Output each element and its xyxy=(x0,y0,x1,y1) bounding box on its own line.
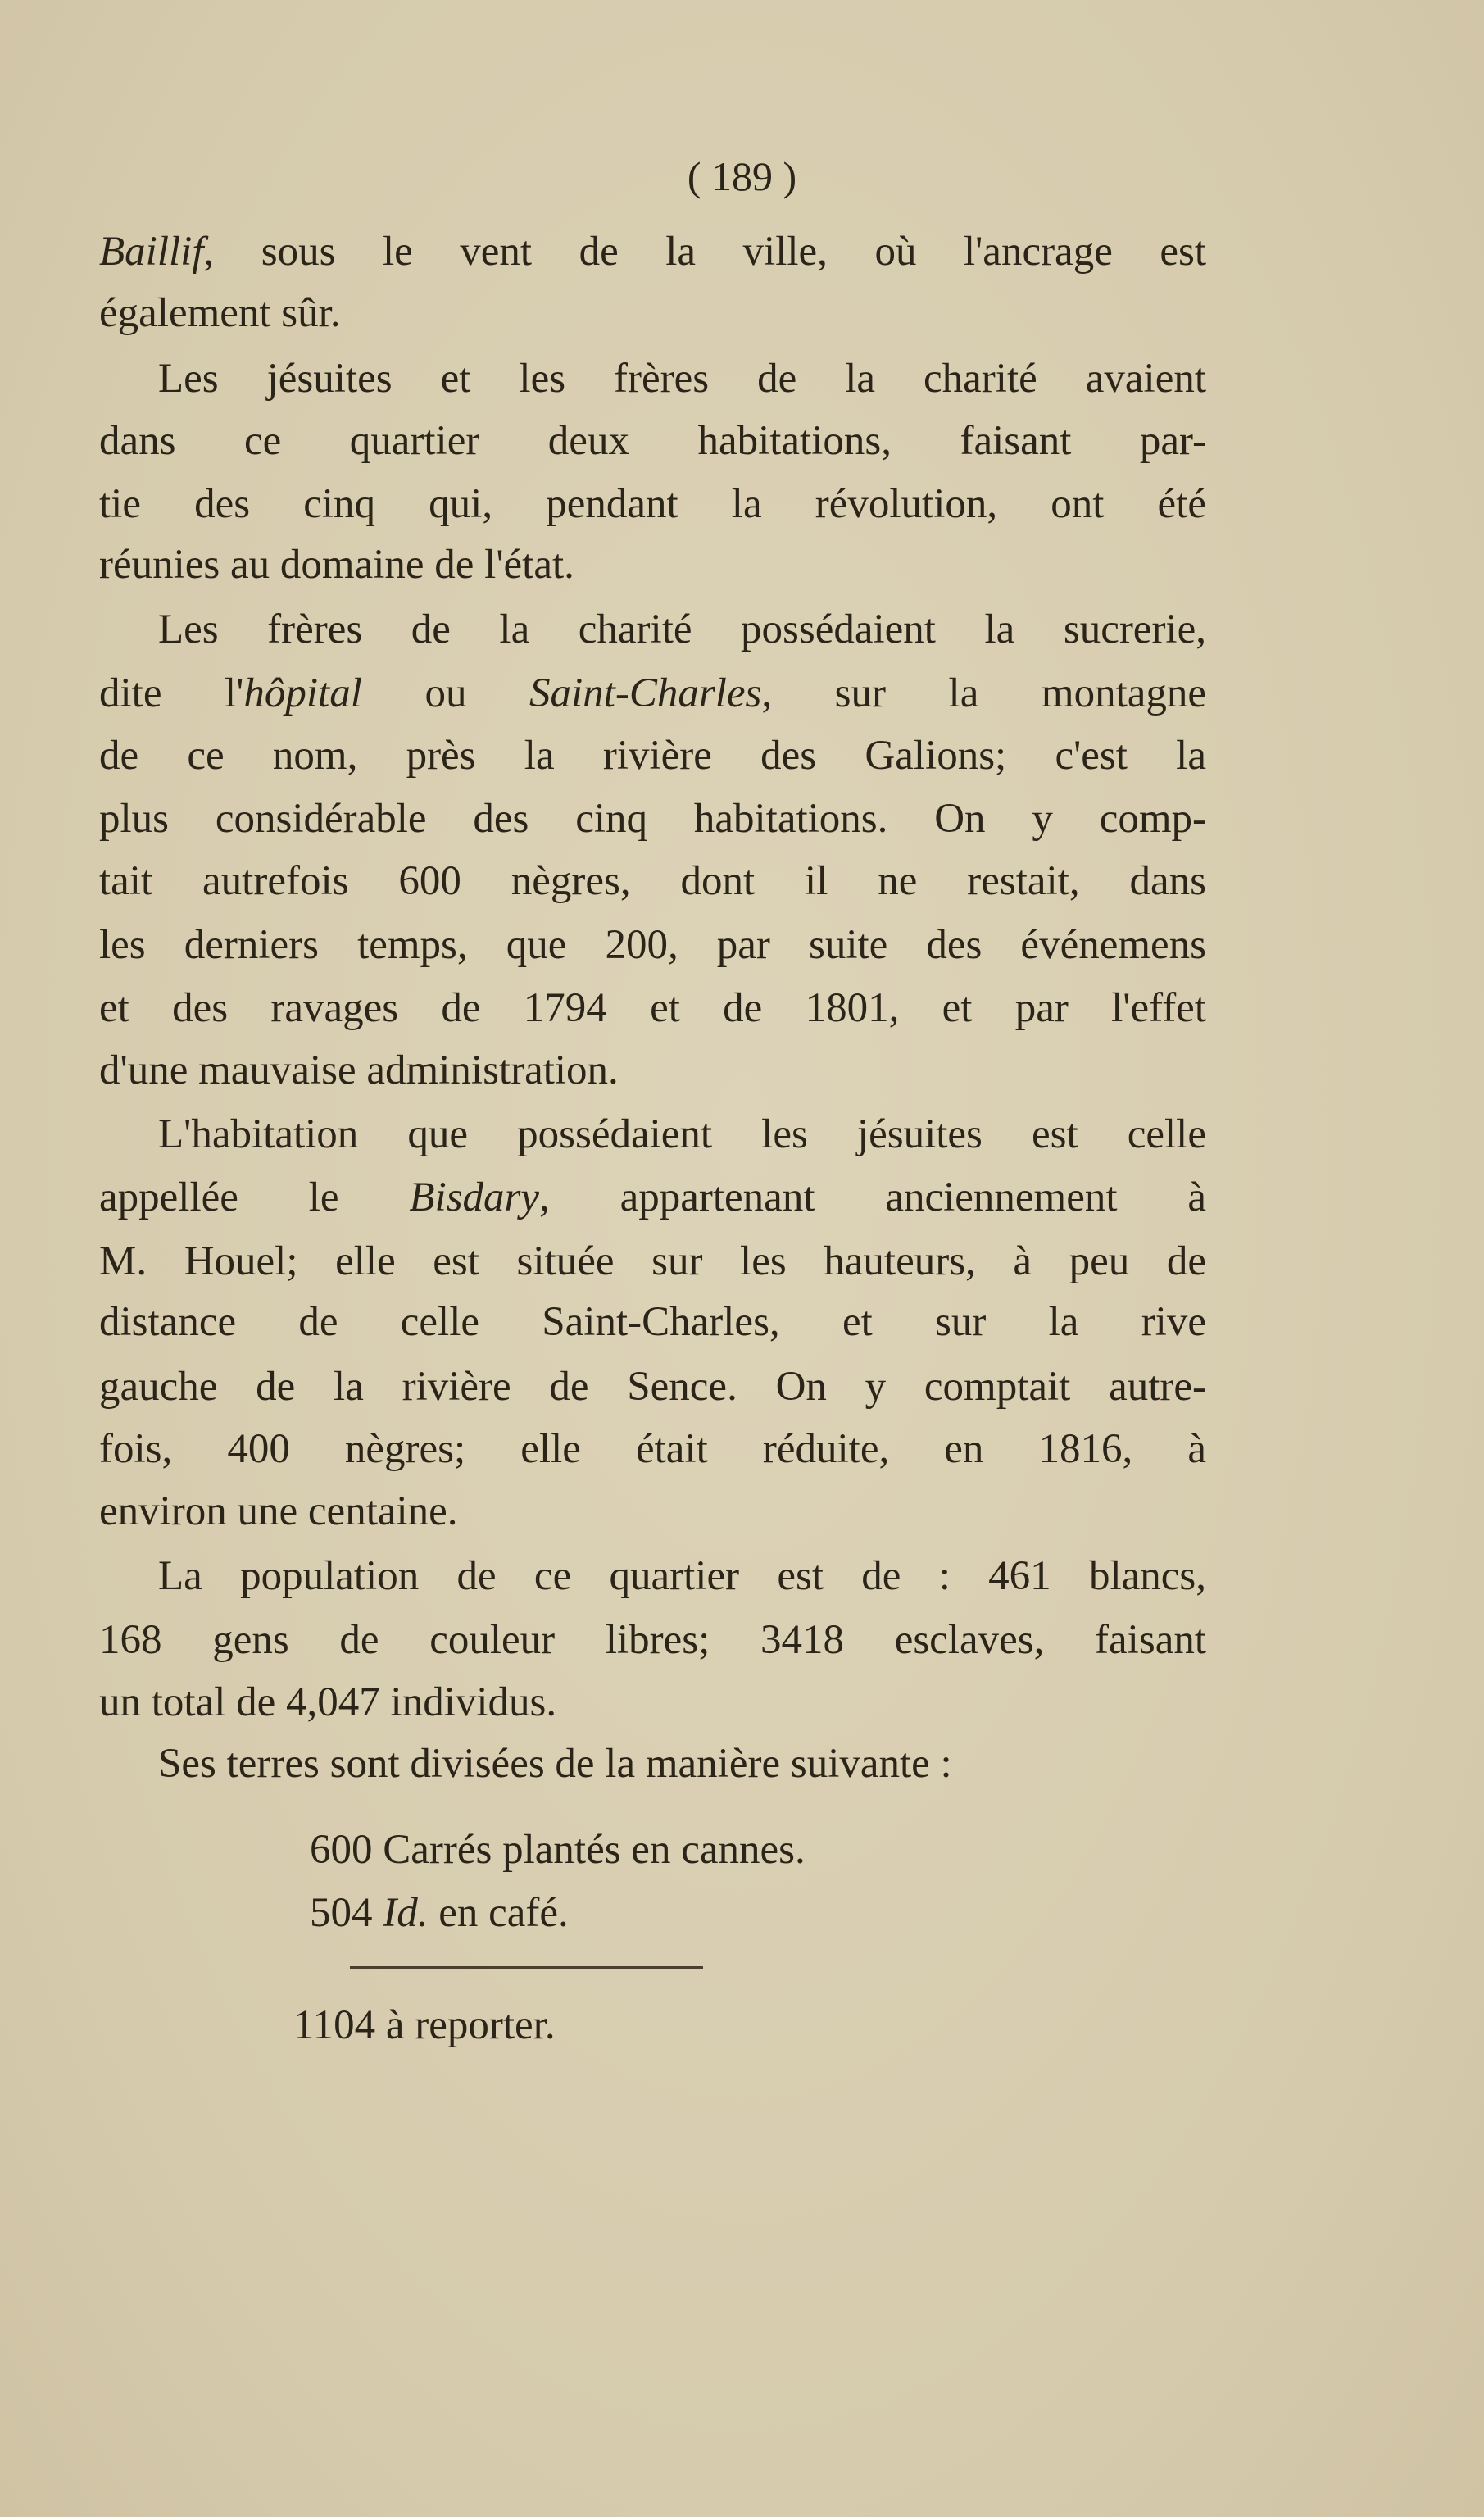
text: Ses terres sont divisées de la manière suivante : xyxy=(158,1741,952,1787)
text: de ce nom, près la rivière des Galions; c'est la xyxy=(99,733,1206,779)
text: 168 gens de couleur libres; 3418 esclaves, faisant xyxy=(99,1617,1206,1663)
land-table-row xyxy=(310,1888,569,1938)
text-line xyxy=(99,354,1206,403)
text: et des ravages de 1794 et de 1801, et par l'effet xyxy=(99,985,1206,1031)
text-line xyxy=(99,1173,1206,1222)
text-line xyxy=(99,1487,1206,1536)
description: Carrés plantés en cannes. xyxy=(372,1827,806,1873)
text-line xyxy=(99,794,1206,843)
text: réunies au domaine de l'état. xyxy=(99,542,574,588)
text: M. Houel; elle est située sur les hauteurs, à peu de xyxy=(99,1238,1206,1284)
text: fois, 400 nègres; elle était réduite, en 1816, à xyxy=(99,1426,1206,1472)
carry-forward-total: 1104 à reporter. xyxy=(293,2002,556,2048)
text: appellée le xyxy=(99,1174,410,1220)
text-line xyxy=(99,1362,1206,1411)
text-line xyxy=(99,984,1206,1033)
text-line xyxy=(99,1678,1206,1727)
sum-divider xyxy=(350,1966,703,1969)
quantity: 504 xyxy=(310,1890,373,1936)
text-line xyxy=(99,1297,1206,1347)
text: dite l' xyxy=(99,670,244,716)
land-table-row xyxy=(310,1825,806,1874)
text: environ une centaine. xyxy=(99,1488,458,1534)
text-line xyxy=(99,1552,1206,1601)
text-line xyxy=(99,1424,1206,1474)
text: d'une mauvaise administration. xyxy=(99,1047,619,1093)
text-line xyxy=(99,731,1206,780)
text: un total de 4,047 individus. xyxy=(99,1679,557,1725)
text-line xyxy=(99,540,1206,589)
text: tait autrefois 600 nègres, dont il ne restait, dans xyxy=(99,858,1206,904)
text: Les jésuites et les frères de la charité avaient xyxy=(158,356,1206,402)
page-number: ( 189 ) xyxy=(687,153,797,199)
text: dans ce quartier deux habitations, faisant par- xyxy=(99,418,1206,464)
text-line xyxy=(99,920,1206,970)
text: plus considérable des cinq habitations. On y comp- xyxy=(99,796,1206,842)
text: les derniers temps, que 200, par suite des événemens xyxy=(99,922,1206,968)
text-line xyxy=(99,1237,1206,1286)
italic-name: Saint-Charles xyxy=(529,670,762,716)
text-line xyxy=(99,856,1206,906)
text-line xyxy=(99,1615,1206,1665)
italic-place-name: Baillif xyxy=(99,229,204,275)
text-line xyxy=(99,1046,1206,1095)
text: Les frères de la charité possédaient la sucrerie, xyxy=(158,607,1206,652)
text: , appartenant anciennement à xyxy=(539,1174,1206,1220)
text xyxy=(373,1890,383,1936)
quantity: 600 xyxy=(310,1827,373,1873)
text: , sous le vent de la ville, où l'ancrage est xyxy=(203,229,1206,275)
text: , sur la montagne xyxy=(761,670,1207,716)
text: ou xyxy=(361,670,530,716)
text-line xyxy=(99,416,1206,466)
text: tie des cinq qui, pendant la révolution, ont été xyxy=(99,481,1206,527)
text-line xyxy=(99,479,1206,529)
text-line xyxy=(99,669,1206,718)
text: distance de celle Saint-Charles, et sur la rive xyxy=(99,1299,1206,1345)
text: également sûr. xyxy=(99,290,341,336)
text-line xyxy=(99,289,1206,338)
text-line xyxy=(99,1110,1206,1159)
text: gauche de la rivière de Sence. On y comptait autre- xyxy=(99,1364,1206,1410)
text: L'habitation que possédaient les jésuites est celle xyxy=(158,1111,1206,1157)
description: en café. xyxy=(428,1890,569,1936)
text-line xyxy=(99,605,1206,654)
text: La population de ce quartier est de : 461 blancs, xyxy=(158,1553,1206,1599)
italic-abbrev: Id. xyxy=(383,1890,429,1936)
text-line xyxy=(99,1739,1206,1788)
text-line xyxy=(99,227,1206,276)
italic-name: hôpital xyxy=(243,670,362,716)
italic-name: Bisdary xyxy=(409,1174,540,1220)
